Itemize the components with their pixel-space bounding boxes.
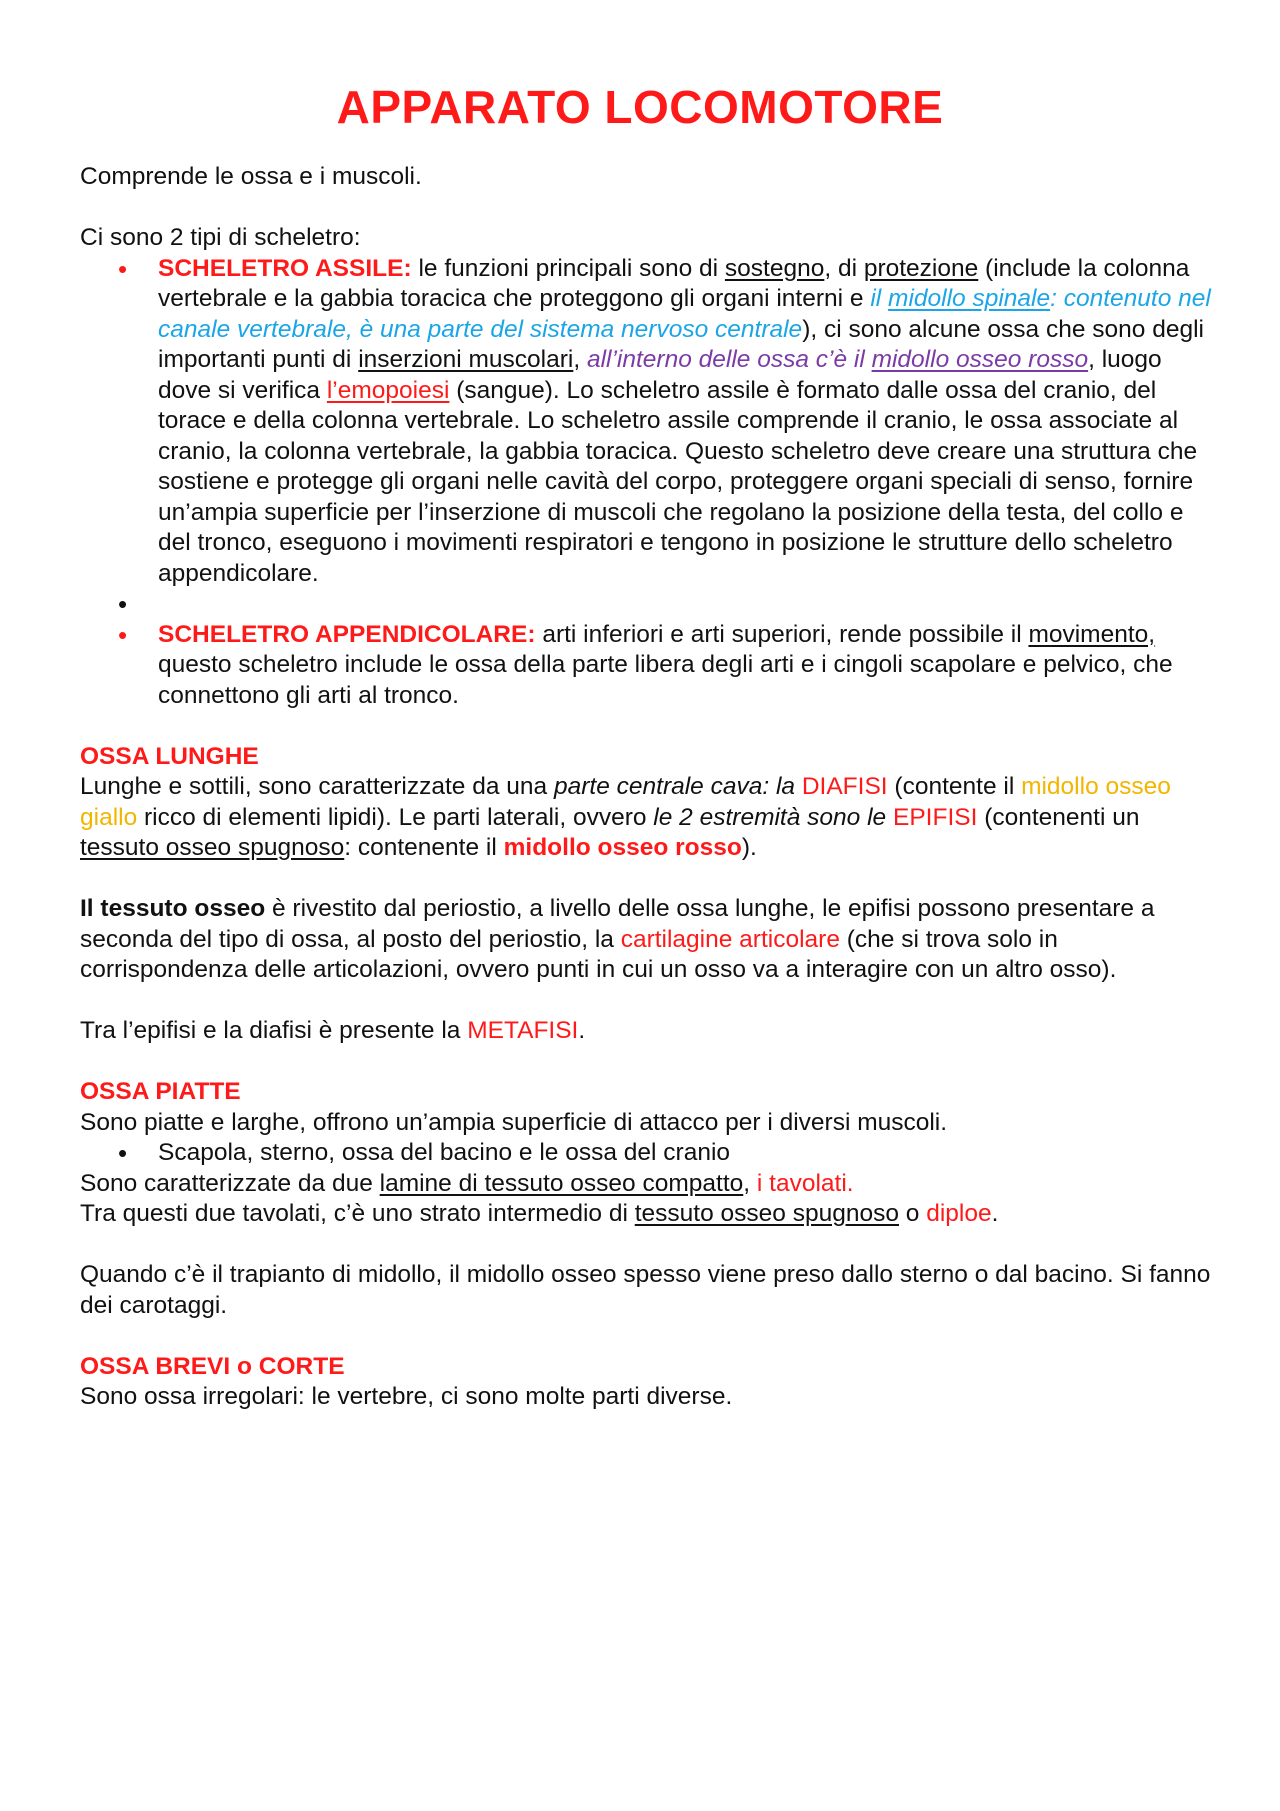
paragraph-trapianto: Quando c’è il trapianto di midollo, il midollo osseo spesso viene preso dallo sterno o dal bacino. Si fanno dei carotaggi. xyxy=(80,1261,1211,1319)
paragraph-piatte-1: Sono piatte e larghe, offrono un’ampia superficie di attacco per i diversi muscoli. xyxy=(80,1108,948,1136)
piatte-list xyxy=(80,1138,1215,1169)
paragraph-metafisi: Tra l’epifisi e la diafisi è presente la METAFISI. xyxy=(80,1017,586,1044)
list-item: • Scapola, sterno, ossa del bacino e le ossa del cranio xyxy=(158,1138,1215,1169)
rosso-term: midollo osseo rosso xyxy=(503,834,742,861)
intro-paragraph: Comprende le ossa e i muscoli. xyxy=(80,163,422,190)
paragraph-piatte-2: Sono caratterizzate da due lamine di tessuto osseo compatto, i tavolati. xyxy=(80,1169,854,1197)
spugnoso-term: tessuto osseo spugnoso xyxy=(80,834,345,861)
midollo-rosso-term: midollo osseo rosso xyxy=(871,346,1089,373)
list-item-assile: • SCHELETRO ASSILE: le funzioni principali sono di sostegno, di protezione (include la colonna vertebrale e la gabbia toracica che proteggono gli organi interni e il midollo spinale: contenuto nel canale vertebrale, è una parte del sistema nervoso centrale), ci sono alcune ossa che sono degli importanti punti di inserzioni muscolari, all’interno delle ossa c’è il midollo osseo rosso, luogo dove si verifica l’emopoiesi (sangue). Lo scheletro assile è formato dalle ossa del cranio, del torace e della colonna vertebrale. Lo scheletro assile comprende il cranio, le ossa associate al cranio, la colonna vertebrale, la gabbia toracica. Questo scheletro deve creare una struttura che sostiene e protegge gli organi nelle cavità del corpo, proteggere organi speciali di senso, fornire un’ampia superficie per l’inserzione di muscoli che regolano la posizione della testa, del collo e del tronco, eseguono i movimenti respiratori e tengono in posizione le strutture dello scheletro appendicolare. xyxy=(158,254,1215,590)
lamine-term: lamine di tessuto osseo compatto xyxy=(379,1169,744,1197)
diploe-term: diploe xyxy=(926,1200,992,1227)
paragraph-tessuto: Il tessuto osseo è rivestito dal periostio, a livello delle ossa lunghe, le epifisi possono presentare a seconda del tipo di ossa, al posto del periostio, la cartilagine articolare (che si trova solo in corrispondenza delle articolazioni, ovvero punti in cui un osso va a interagire con un altro osso). xyxy=(80,895,1155,983)
emopoiesi-term: l’emopoiesi xyxy=(326,376,450,404)
appendicolare-label: SCHELETRO APPENDICOLARE: xyxy=(158,620,536,648)
midollo-giallo-term: midollo osseo giallo xyxy=(80,773,1171,831)
section-heading-brevi: OSSA BREVI o CORTE xyxy=(80,1352,345,1380)
inserzioni-term: inserzioni muscolari xyxy=(358,346,574,373)
paragraph-lunghe: Lunghe e sottili, sono caratterizzate da una parte centrale cava: la DIAFISI (contente il midollo osseo giallo ricco di elementi lipidi). Le parti laterali, ovvero le 2 estremità sono le EPIFISI (contenenti un tessuto osseo spugnoso: contenente il midollo osseo rosso). xyxy=(80,773,1171,861)
types-intro: Ci sono 2 tipi di scheletro: xyxy=(80,224,361,251)
sostegno-term: sostegno xyxy=(724,254,825,282)
section-heading-piatte: OSSA PIATTE xyxy=(80,1078,241,1105)
section-heading-lunghe: OSSA LUNGHE xyxy=(80,742,259,770)
midollo-spinale-term: midollo spinale xyxy=(888,285,1051,312)
paragraph-piatte-3: Tra questi due tavolati, c’è uno strato intermedio di tessuto osseo spugnoso o diploe. xyxy=(80,1200,999,1227)
spugnoso-term: tessuto osseo spugnoso xyxy=(634,1200,899,1227)
skeleton-types-list xyxy=(80,254,1215,712)
page-title: APPARATO LOCOMOTORE xyxy=(336,81,944,133)
document-body xyxy=(80,162,1215,1413)
protezione-term: protezione xyxy=(863,254,979,282)
assile-label: SCHELETRO ASSILE: xyxy=(158,254,412,282)
movimento-term: movimento, xyxy=(1028,620,1156,648)
epifisi-term: EPIFISI xyxy=(892,803,978,831)
list-item-appendicolare: • SCHELETRO APPENDICOLARE: arti inferiori e arti superiori, rende possibile il movimento, questo scheletro include le ossa della parte libera degli arti e i cingoli scapolare e pelvico, che connettono gli arti al tronco. xyxy=(158,620,1215,712)
tavolati-term: i tavolati. xyxy=(756,1169,854,1197)
cartilagine-term: cartilagine articolare xyxy=(620,925,840,953)
metafisi-term: METAFISI xyxy=(467,1017,579,1044)
paragraph-brevi: Sono ossa irregolari: le vertebre, ci sono molte parti diverse. xyxy=(80,1383,733,1410)
diafisi-term: DIAFISI xyxy=(801,773,888,800)
